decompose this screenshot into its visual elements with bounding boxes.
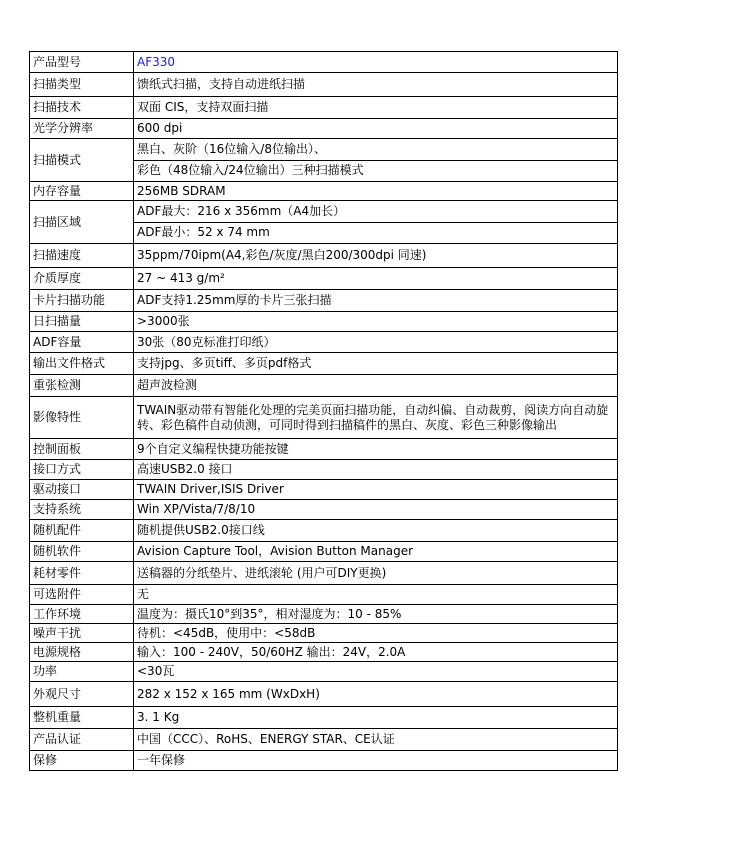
spec-label: 产品认证 <box>30 729 134 751</box>
spec-value: Avision Capture Tool，Avision Button Manager <box>134 542 618 562</box>
spec-value-model: AF330 <box>134 52 618 73</box>
spec-row <box>30 624 618 643</box>
spec-value: 支持jpg、多页tiff、多页pdf格式 <box>134 353 618 375</box>
spec-row <box>30 312 618 332</box>
spec-row <box>30 460 618 480</box>
spec-value: 35ppm/70ipm(A4,彩色/灰度/黑白200/300dpi 同速) <box>134 244 618 268</box>
spec-row <box>30 439 618 460</box>
spec-row <box>30 139 618 161</box>
spec-label: 扫描区域 <box>30 201 134 244</box>
spec-value: Win XP/Vista/7/8/10 <box>134 500 618 520</box>
spec-row <box>30 480 618 500</box>
spec-row <box>30 682 618 707</box>
spec-value: 高速USB2.0 接口 <box>134 460 618 480</box>
spec-value: TWAIN Driver,ISIS Driver <box>134 480 618 500</box>
spec-label: 驱动接口 <box>30 480 134 500</box>
spec-label: 功率 <box>30 662 134 682</box>
spec-value: 待机：<45dB，使用中：<58dB <box>134 624 618 643</box>
spec-value: 温度为：摄氏10°到35°，相对湿度为：10 - 85% <box>134 605 618 624</box>
spec-row <box>30 729 618 751</box>
spec-label: 日扫描量 <box>30 312 134 332</box>
spec-value: 馈纸式扫描，支持自动进纸扫描 <box>134 73 618 97</box>
spec-value: TWAIN驱动带有智能化处理的完美页面扫描功能，自动纠偏、自动裁剪，阅读方向自动旋转、彩色稿件自动侦测，可同时得到扫描稿件的黑白、灰度、彩色三种影像输出 <box>134 397 618 439</box>
spec-value: 600 dpi <box>134 119 618 139</box>
spec-value: 一年保修 <box>134 751 618 771</box>
spec-row <box>30 520 618 542</box>
spec-value: 9个自定义编程快捷功能按键 <box>134 439 618 460</box>
spec-row <box>30 500 618 520</box>
spec-label: 产品型号 <box>30 52 134 73</box>
spec-value: 30张（80克标准打印纸） <box>134 332 618 353</box>
spec-row <box>30 562 618 585</box>
spec-label: 随机配件 <box>30 520 134 542</box>
spec-label: 外观尺寸 <box>30 682 134 707</box>
spec-label: 内存容量 <box>30 182 134 201</box>
spec-label: 保修 <box>30 751 134 771</box>
spec-row <box>30 662 618 682</box>
spec-label: 扫描模式 <box>30 139 134 182</box>
spec-table <box>29 51 618 771</box>
spec-label: 工作环境 <box>30 605 134 624</box>
spec-row <box>30 397 618 439</box>
spec-value: 随机提供USB2.0接口线 <box>134 520 618 542</box>
spec-value: ADF最小：52 x 74 mm <box>134 222 618 244</box>
spec-row <box>30 375 618 397</box>
spec-row <box>30 585 618 605</box>
spec-value: ADF支持1.25mm厚的卡片三张扫描 <box>134 290 618 312</box>
spec-row <box>30 97 618 119</box>
spec-table-body <box>30 52 618 771</box>
spec-row <box>30 268 618 290</box>
spec-label: 扫描类型 <box>30 73 134 97</box>
spec-label: 影像特性 <box>30 397 134 439</box>
spec-row <box>30 707 618 729</box>
spec-label: 随机软件 <box>30 542 134 562</box>
spec-row-model <box>30 52 618 73</box>
spec-row <box>30 182 618 201</box>
spec-value: <30瓦 <box>134 662 618 682</box>
spec-value: 无 <box>134 585 618 605</box>
spec-row <box>30 751 618 771</box>
spec-label: 光学分辨率 <box>30 119 134 139</box>
spec-label: 支持系统 <box>30 500 134 520</box>
spec-label: 可选附件 <box>30 585 134 605</box>
spec-label: 扫描速度 <box>30 244 134 268</box>
spec-value: 彩色（48位输入/24位输出）三种扫描模式 <box>134 160 618 182</box>
spec-label: 接口方式 <box>30 460 134 480</box>
spec-row <box>30 605 618 624</box>
spec-label: 电源规格 <box>30 643 134 662</box>
spec-value: 256MB SDRAM <box>134 182 618 201</box>
spec-value: ADF最大：216 x 356mm（A4加长） <box>134 201 618 223</box>
spec-value: >3000张 <box>134 312 618 332</box>
spec-label: 耗材零件 <box>30 562 134 585</box>
spec-label: 整机重量 <box>30 707 134 729</box>
spec-label: ADF容量 <box>30 332 134 353</box>
spec-row <box>30 201 618 223</box>
spec-value: 27 ~ 413 g/m² <box>134 268 618 290</box>
spec-value: 送稿器的分纸垫片、进纸滚轮 (用户可DIY更换) <box>134 562 618 585</box>
spec-label: 重张检测 <box>30 375 134 397</box>
spec-value: 双面 CIS，支持双面扫描 <box>134 97 618 119</box>
spec-value: 3. 1 Kg <box>134 707 618 729</box>
spec-label: 卡片扫描功能 <box>30 290 134 312</box>
spec-row <box>30 643 618 662</box>
spec-value: 超声波检测 <box>134 375 618 397</box>
spec-row <box>30 542 618 562</box>
spec-row <box>30 290 618 312</box>
spec-row <box>30 332 618 353</box>
spec-value: 282 x 152 x 165 mm (WxDxH) <box>134 682 618 707</box>
spec-label: 输出文件格式 <box>30 353 134 375</box>
spec-value: 中国（CCC）、RoHS、ENERGY STAR、CE认证 <box>134 729 618 751</box>
spec-row <box>30 73 618 97</box>
spec-label: 控制面板 <box>30 439 134 460</box>
spec-row <box>30 353 618 375</box>
spec-label: 噪声干扰 <box>30 624 134 643</box>
spec-label: 介质厚度 <box>30 268 134 290</box>
spec-label: 扫描技术 <box>30 97 134 119</box>
spec-row <box>30 119 618 139</box>
spec-row <box>30 244 618 268</box>
spec-value: 输入：100 - 240V，50/60HZ 输出：24V，2.0A <box>134 643 618 662</box>
spec-value: 黑白、灰阶（16位输入/8位输出）、 <box>134 139 618 161</box>
